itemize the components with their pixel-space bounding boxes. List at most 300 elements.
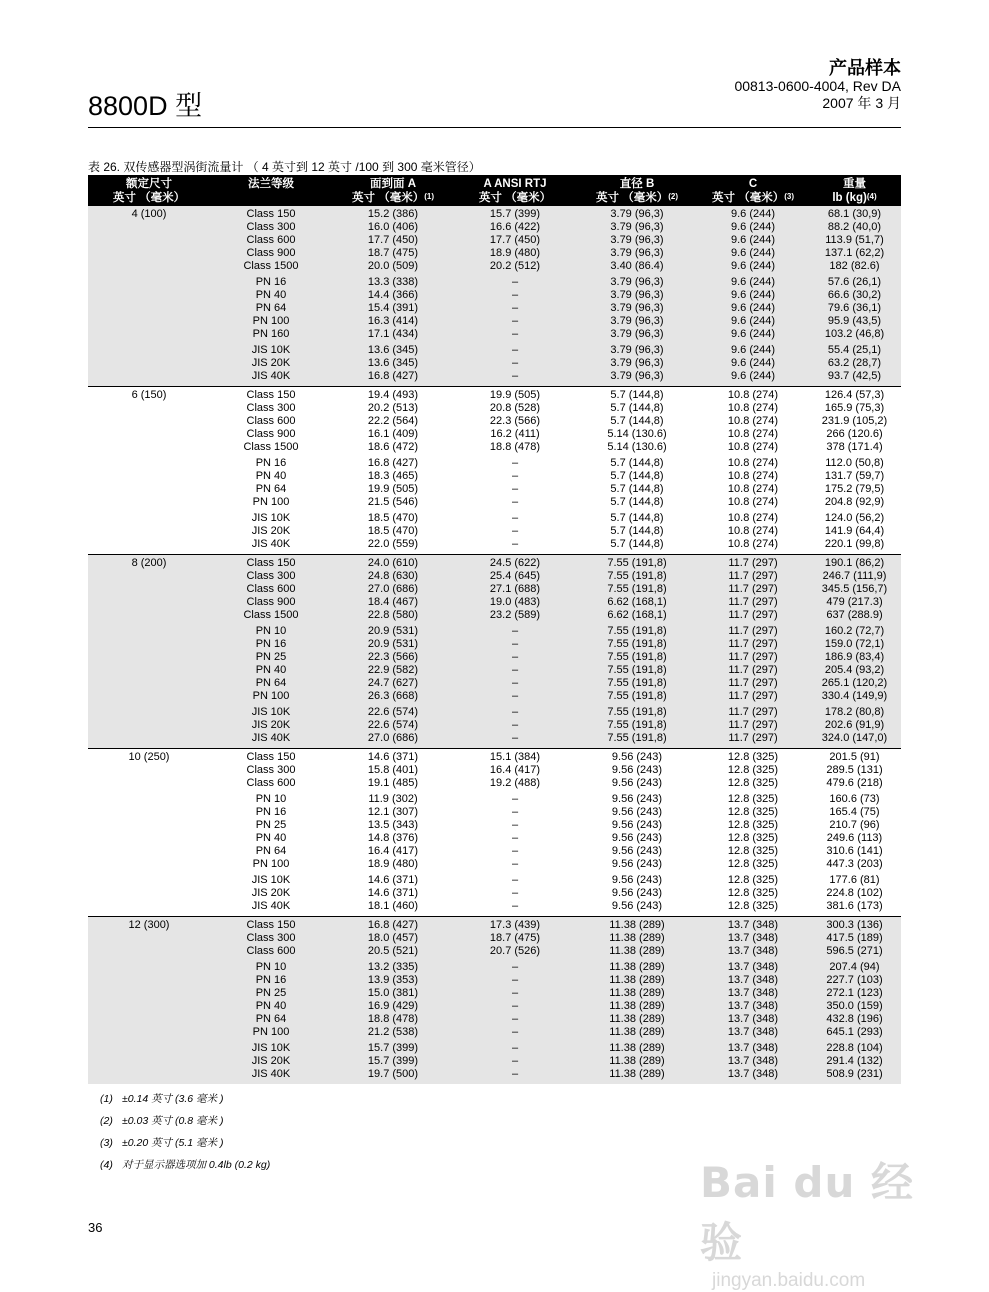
weight-value: 113.9 (51,7) [825, 234, 884, 246]
flange-rating-value: Class 150 [246, 389, 296, 401]
weight-value: 228.8 (104) [826, 1042, 883, 1054]
weight-value: 79.6 (36,1) [827, 302, 882, 314]
diameter-b-value: 3.79 (96,3) [610, 208, 664, 220]
diameter-b-value: 3.79 (96,3) [610, 276, 664, 288]
ansi-rtj-value: – [511, 793, 519, 805]
face-to-face-a-value: 15.4 (391) [367, 302, 419, 314]
weight-cell [808, 387, 901, 555]
diameter-b-value: 9.56 (243) [611, 777, 663, 789]
flange-rating-value: JIS 20K [251, 357, 291, 369]
face-to-face-a-value: 22.3 (566) [367, 651, 419, 663]
face-to-face-a-value: 15.8 (401) [367, 764, 419, 776]
face-to-face-a-value: 24.8 (630) [367, 570, 419, 582]
column-header [210, 175, 332, 206]
ansi-rtj-cell [454, 387, 576, 555]
diameter-b-cell [576, 555, 698, 749]
flange-rating-value: JIS 40K [251, 1068, 291, 1080]
ansi-rtj-value: 16.2 (411) [490, 428, 540, 440]
column-header-title: 额定尺寸 [126, 178, 172, 190]
flange-rating-value: Class 300 [246, 221, 296, 233]
face-to-face-a-value: 13.3 (338) [367, 276, 419, 288]
weight-value: 289.5 (131) [826, 764, 883, 776]
size-group-row [88, 749, 901, 917]
flange-rating-value: JIS 40K [251, 900, 291, 912]
flange-rating-value: PN 16 [255, 806, 287, 818]
face-to-face-a-value: 12.1 (307) [367, 806, 419, 818]
ansi-rtj-value: – [511, 651, 519, 663]
diameter-b-value: 7.55 (191,8) [607, 664, 667, 676]
dimension-c-value: 11.7 (297) [728, 570, 778, 582]
flange-rating-value: PN 16 [255, 276, 287, 288]
dimension-c-value: 9.6 (244) [730, 370, 776, 382]
weight-value: 330.4 (149,9) [821, 690, 888, 702]
dimension-c-value: 10.8 (274) [727, 402, 779, 414]
ansi-rtj-value: 19.2 (488) [489, 777, 541, 789]
face-to-face-a-value: 18.6 (472) [367, 441, 419, 453]
flange-rating-value: PN 40 [255, 470, 287, 482]
ansi-rtj-value: – [511, 819, 519, 831]
footnote-ref: (1) [424, 192, 434, 201]
weight-value: 350.0 (159) [826, 1000, 883, 1012]
diameter-b-value: 5.7 (144,8) [610, 512, 664, 524]
diameter-b-value: 7.55 (191,8) [607, 625, 667, 637]
ansi-rtj-value: 22.3 (566) [489, 415, 541, 427]
flange-rating-value: PN 100 [252, 1026, 290, 1038]
ansi-rtj-value: – [511, 974, 519, 986]
diameter-b-value: 7.55 (191,8) [607, 557, 667, 569]
diameter-b-value: 6.62 (168,1) [607, 609, 667, 621]
flange-rating-value: PN 10 [255, 625, 287, 637]
face-to-face-a-value: 15.2 (386) [367, 208, 419, 220]
face-to-face-a-value: 15.7 (399) [367, 1055, 419, 1067]
dimension-c-value: 12.8 (325) [727, 832, 779, 844]
flange-rating-value: Class 300 [246, 570, 296, 582]
weight-value: 432.8 (196) [826, 1013, 883, 1025]
weight-value: 126.4 (57,3) [824, 389, 885, 401]
weight-value: 596.5 (271) [826, 945, 883, 957]
flange-rating-value: Class 900 [246, 247, 296, 259]
ansi-rtj-value: – [511, 874, 519, 886]
weight-value: 202.6 (91,9) [824, 719, 885, 731]
face-to-face-a-value: 14.8 (376) [367, 832, 419, 844]
ansi-rtj-value: – [511, 806, 519, 818]
weight-value: 291.4 (132) [826, 1055, 883, 1067]
dimension-c-value: 11.7 (297) [728, 557, 778, 569]
weight-value: 88.2 (40,0) [827, 221, 882, 233]
weight-value: 231.9 (105,2) [821, 415, 888, 427]
diameter-b-value: 3.79 (96,3) [610, 357, 664, 369]
dimension-c-value: 11.7 (297) [728, 664, 778, 676]
weight-value: 220.1 (99,8) [824, 538, 885, 550]
ansi-rtj-value: 16.4 (417) [489, 764, 541, 776]
face-to-face-a-value: 16.1 (409) [367, 428, 419, 440]
ansi-rtj-value: 20.2 (512) [489, 260, 541, 272]
face-to-face-a-value: 11.9 (302) [368, 793, 418, 805]
diameter-b-value: 3.79 (96,3) [610, 247, 664, 259]
weight-value: 204.8 (92,9) [824, 496, 885, 508]
flange-rating-value: PN 100 [252, 858, 290, 870]
diameter-b-value: 3.79 (96,3) [610, 328, 664, 340]
ansi-rtj-value: – [511, 1042, 519, 1054]
footnote-number: (1) [100, 1093, 113, 1105]
flange-rating-value: Class 300 [246, 932, 296, 944]
weight-value: 57.6 (26,1) [827, 276, 882, 288]
flange-rating-value: PN 100 [252, 496, 290, 508]
line-size [88, 387, 210, 555]
flange-rating-value: Class 150 [246, 919, 296, 931]
diameter-b-value: 3.79 (96,3) [610, 302, 664, 314]
dimension-c-value: 9.6 (244) [730, 289, 776, 301]
dimension-c-value: 12.8 (325) [727, 845, 779, 857]
ansi-rtj-value: – [511, 887, 519, 899]
ansi-rtj-cell [454, 555, 576, 749]
face-to-face-a-value: 22.2 (564) [367, 415, 419, 427]
dimension-c-value: 9.6 (244) [730, 302, 776, 314]
face-to-face-a-value: 18.3 (465) [367, 470, 419, 482]
ansi-rtj-value: – [511, 719, 519, 731]
flange-rating-value: Class 1500 [243, 260, 299, 272]
ansi-rtj-value: – [511, 638, 519, 650]
line-size-value: 6 (150) [131, 389, 167, 401]
face-to-face-a-value: 14.6 (371) [367, 887, 419, 899]
diameter-b-value: 7.55 (191,8) [607, 583, 667, 595]
weight-value: 272.1 (123) [826, 987, 883, 999]
diameter-b-value: 3.79 (96,3) [610, 315, 664, 327]
weight-value: 227.7 (103) [826, 974, 883, 986]
diameter-b-value: 5.14 (130.6) [607, 441, 667, 453]
ansi-rtj-value: – [511, 328, 519, 340]
face-to-face-a-value: 16.9 (429) [367, 1000, 419, 1012]
face-to-face-a-value: 18.5 (470) [367, 512, 419, 524]
dimension-c-cell [698, 206, 808, 387]
weight-value: 447.3 (203) [826, 858, 883, 870]
weight-value: 201.5 (91) [829, 751, 880, 763]
flange-rating-value: PN 64 [255, 677, 287, 689]
dimension-c-value: 12.8 (325) [727, 806, 779, 818]
ansi-rtj-value: – [511, 961, 519, 973]
flange-rating-value: PN 16 [255, 638, 287, 650]
face-to-face-a-value: 27.0 (686) [367, 732, 419, 744]
ansi-rtj-value: – [511, 1026, 519, 1038]
diameter-b-value: 11.38 (289) [609, 1068, 665, 1080]
weight-value: 112.0 (50,8) [825, 457, 884, 469]
footnote [100, 1154, 270, 1176]
column-header-unit: 英寸 （毫米）$^{(3)}$ [712, 192, 794, 204]
dimension-c-value: 10.8 (274) [727, 428, 779, 440]
face-to-face-a-value: 27.0 (686) [367, 583, 419, 595]
dimension-c-cell [698, 917, 808, 1085]
weight-value: 137.1 (62,2) [824, 247, 885, 259]
dimension-c-value: 9.6 (244) [730, 315, 776, 327]
line-size-value: 12 (300) [128, 919, 170, 931]
ansi-rtj-value: 17.3 (439) [489, 919, 541, 931]
weight-value: 310.6 (141) [826, 845, 883, 857]
flange-rating-value: Class 600 [246, 945, 296, 957]
ansi-rtj-value: – [511, 289, 519, 301]
flange-rating-value: JIS 20K [251, 525, 291, 537]
diameter-b-value: 3.79 (96,3) [610, 344, 664, 356]
weight-value: 159.0 (72,1) [824, 638, 885, 650]
column-header [454, 175, 576, 206]
diameter-b-value: 9.56 (243) [611, 887, 663, 899]
flange-rating-value: Class 300 [246, 764, 296, 776]
ansi-rtj-value: – [511, 858, 519, 870]
face-to-face-a-value: 13.5 (343) [367, 819, 419, 831]
line-size-value: 8 (200) [131, 557, 167, 569]
diameter-b-value: 11.38 (289) [609, 961, 665, 973]
flange-rating-value: Class 600 [246, 415, 296, 427]
line-size [88, 206, 210, 387]
face-to-face-a-value: 17.7 (450) [367, 234, 419, 246]
dimension-c-value: 12.8 (325) [727, 900, 779, 912]
column-header [698, 175, 808, 206]
footnote [100, 1132, 270, 1154]
ansi-rtj-value: – [511, 302, 519, 314]
diameter-b-value: 5.14 (130.6) [607, 428, 667, 440]
diameter-b-value: 9.56 (243) [611, 764, 663, 776]
diameter-b-cell [576, 749, 698, 917]
ansi-rtj-cell [454, 917, 576, 1085]
diameter-b-value: 9.56 (243) [611, 819, 663, 831]
ansi-rtj-value: 20.7 (526) [489, 945, 541, 957]
column-header-title: A ANSI RTJ [483, 178, 547, 190]
diameter-b-value: 5.7 (144,8) [610, 525, 664, 537]
watermark [700, 1150, 920, 1291]
flange-rating-value: PN 16 [255, 974, 287, 986]
column-header [576, 175, 698, 206]
ansi-rtj-value: – [511, 1000, 519, 1012]
dimension-c-value: 13.7 (348) [727, 1042, 779, 1054]
flange-rating-value: PN 25 [255, 819, 287, 831]
diameter-b-value: 11.38 (289) [609, 1042, 665, 1054]
column-header-unit: 英寸 （毫米）$^{(1)}$ [352, 192, 434, 204]
weight-value: 190.1 (86,2) [824, 557, 885, 569]
diameter-b-cell [576, 917, 698, 1085]
dimension-c-cell [698, 555, 808, 749]
diameter-b-value: 7.55 (191,8) [607, 732, 667, 744]
weight-value: 207.4 (94) [829, 961, 880, 973]
dimension-c-value: 11.7 (297) [728, 609, 778, 621]
weight-cell [808, 206, 901, 387]
flange-rating-value: JIS 20K [251, 719, 291, 731]
weight-value: 95.9 (43,5) [827, 315, 882, 327]
face-to-face-a-value: 16.3 (414) [367, 315, 419, 327]
flange-rating-value: JIS 20K [251, 887, 291, 899]
weight-value: 186.9 (83,4) [824, 651, 885, 663]
flange-rating-value: JIS 10K [251, 512, 291, 524]
diameter-b-value: 5.7 (144,8) [610, 402, 664, 414]
flange-rating-value: Class 600 [246, 583, 296, 595]
face-to-face-a-value: 13.2 (335) [367, 961, 419, 973]
size-group-row [88, 206, 901, 387]
doc-info [734, 58, 901, 112]
footnote-number: (4) [100, 1159, 113, 1171]
dimension-c-value: 12.8 (325) [727, 793, 779, 805]
diameter-b-value: 3.40 (86.4) [610, 260, 664, 272]
column-header-unit: 英寸 （毫米）$^{(2)}$ [596, 192, 678, 204]
doc-type: 产品样本 [829, 58, 901, 78]
face-to-face-a-value: 19.9 (505) [367, 483, 419, 495]
weight-value: 124.0 (56,2) [824, 512, 885, 524]
weight-cell [808, 749, 901, 917]
weight-value: 66.6 (30,2) [827, 289, 882, 301]
weight-value: 93.7 (42,5) [827, 370, 882, 382]
footnote [100, 1110, 270, 1132]
face-to-face-a-value: 18.1 (460) [367, 900, 419, 912]
column-header-title: 面到面 A [370, 178, 416, 190]
flange-rating-value: Class 150 [246, 557, 296, 569]
flange-rating-value: JIS 10K [251, 344, 291, 356]
face-to-face-a-value: 13.6 (345) [367, 344, 419, 356]
diameter-b-value: 3.79 (96,3) [610, 370, 664, 382]
diameter-b-value: 7.55 (191,8) [607, 690, 667, 702]
flange-rating-value: PN 64 [255, 483, 287, 495]
face-to-face-a-cell [332, 206, 454, 387]
weight-value: 637 (288.9) [826, 609, 883, 621]
ansi-rtj-value: – [511, 845, 519, 857]
line-size-value: 4 (100) [131, 208, 167, 220]
weight-value: 103.2 (46,8) [824, 328, 885, 340]
dimension-c-value: 10.8 (274) [727, 415, 779, 427]
dimension-c-value: 12.8 (325) [727, 887, 779, 899]
flange-rating-value: JIS 10K [251, 1042, 291, 1054]
flange-rating-cell [210, 749, 332, 917]
diameter-b-value: 11.38 (289) [609, 974, 665, 986]
footnote-number: (3) [100, 1137, 113, 1149]
flange-rating-value: Class 1500 [243, 441, 299, 453]
weight-value: 175.2 (79,5) [824, 483, 885, 495]
weight-value: 131.7 (59,7) [824, 470, 885, 482]
column-header-title: 重量 [843, 178, 866, 190]
dimension-c-value: 9.6 (244) [730, 276, 776, 288]
diameter-b-value: 7.55 (191,8) [607, 638, 667, 650]
face-to-face-a-value: 15.0 (381) [367, 987, 419, 999]
face-to-face-a-value: 18.5 (470) [367, 525, 419, 537]
weight-value: 160.6 (73) [829, 793, 880, 805]
face-to-face-a-value: 18.0 (457) [367, 932, 419, 944]
diameter-b-value: 7.55 (191,8) [607, 570, 667, 582]
face-to-face-a-cell [332, 555, 454, 749]
diameter-b-value: 9.56 (243) [611, 900, 663, 912]
diameter-b-value: 11.38 (289) [609, 932, 665, 944]
dimension-c-value: 12.8 (325) [727, 819, 779, 831]
flange-rating-cell [210, 917, 332, 1085]
line-size [88, 555, 210, 749]
face-to-face-a-value: 22.6 (574) [367, 706, 419, 718]
line-size [88, 917, 210, 1085]
table-caption: 表 26. 双传感器型涡街流量计 （ 4 英寸到 12 英寸 /100 到 300 毫米管径） [88, 160, 481, 174]
flange-rating-value: Class 900 [246, 596, 296, 608]
ansi-rtj-value: – [511, 344, 519, 356]
dimension-c-value: 10.8 (274) [727, 525, 779, 537]
column-header-title: 直径 B [619, 178, 655, 190]
ansi-rtj-value: – [511, 496, 519, 508]
face-to-face-a-value: 13.9 (353) [367, 974, 419, 986]
flange-rating-value: PN 40 [255, 289, 287, 301]
table-header-row [88, 175, 901, 206]
dimension-c-value: 10.8 (274) [727, 389, 779, 401]
size-group-row [88, 387, 901, 555]
face-to-face-a-value: 16.8 (427) [367, 370, 419, 382]
weight-value: 246.7 (111,9) [822, 570, 887, 582]
face-to-face-a-value: 24.0 (610) [367, 557, 419, 569]
ansi-rtj-value: 23.2 (589) [489, 609, 541, 621]
diameter-b-value: 11.38 (289) [609, 919, 665, 931]
face-to-face-a-value: 24.7 (627) [367, 677, 419, 689]
dimension-c-value: 10.8 (274) [727, 496, 779, 508]
flange-rating-value: PN 64 [255, 845, 287, 857]
diameter-b-value: 7.55 (191,8) [607, 677, 667, 689]
ansi-rtj-value: – [511, 457, 519, 469]
ansi-rtj-value: – [511, 276, 519, 288]
page-number: 36 [88, 1220, 103, 1235]
face-to-face-a-value: 18.7 (475) [367, 247, 419, 259]
flange-rating-value: PN 25 [255, 651, 287, 663]
dimensions-table [88, 175, 901, 1084]
face-to-face-a-value: 20.2 (513) [367, 402, 419, 414]
dimension-c-value: 13.7 (348) [727, 919, 779, 931]
flange-rating-value: Class 150 [246, 208, 296, 220]
face-to-face-a-value: 22.8 (580) [367, 609, 419, 621]
weight-value: 205.4 (93,2) [824, 664, 885, 676]
dimension-c-value: 11.7 (297) [728, 596, 778, 608]
diameter-b-value: 7.55 (191,8) [607, 651, 667, 663]
ansi-rtj-value: – [511, 664, 519, 676]
weight-value: 378 (171.4) [826, 441, 883, 453]
ansi-rtj-value: – [511, 732, 519, 744]
weight-value: 178.2 (80,8) [824, 706, 885, 718]
flange-rating-value: PN 25 [255, 987, 287, 999]
watermark-brand: Bai du 经验 [700, 1158, 914, 1267]
dimension-c-value: 12.8 (325) [727, 858, 779, 870]
weight-value: 177.6 (81) [829, 874, 880, 886]
ansi-rtj-value: – [511, 470, 519, 482]
face-to-face-a-value: 21.5 (546) [367, 496, 419, 508]
dimension-c-value: 11.7 (297) [728, 690, 778, 702]
footnote-text: ±0.20 英寸 (5.1 毫米 ) [122, 1137, 224, 1149]
flange-rating-value: JIS 10K [251, 706, 291, 718]
diameter-b-value: 5.7 (144,8) [610, 483, 664, 495]
product-title: 8800D 型 [88, 91, 203, 121]
flange-rating-value: Class 900 [246, 428, 296, 440]
footnote-number: (2) [100, 1115, 113, 1127]
ansi-rtj-value: 19.0 (483) [489, 596, 541, 608]
dimension-c-value: 11.7 (297) [728, 719, 778, 731]
diameter-b-value: 11.38 (289) [609, 1055, 665, 1067]
flange-rating-value: PN 64 [255, 302, 287, 314]
face-to-face-a-value: 17.1 (434) [367, 328, 419, 340]
ansi-rtj-value: – [511, 370, 519, 382]
flange-rating-cell [210, 206, 332, 387]
footnote-text: ±0.03 英寸 (0.8 毫米 ) [122, 1115, 224, 1127]
dimension-c-value: 11.7 (297) [728, 706, 778, 718]
dimension-c-value: 9.6 (244) [730, 208, 776, 220]
diameter-b-cell [576, 206, 698, 387]
dimension-c-value: 9.6 (244) [730, 221, 776, 233]
ansi-rtj-value: – [511, 538, 519, 550]
flange-rating-value: Class 150 [246, 751, 296, 763]
flange-rating-value: PN 100 [252, 315, 290, 327]
flange-rating-value: JIS 40K [251, 370, 291, 382]
dimension-c-value: 10.8 (274) [727, 470, 779, 482]
ansi-rtj-value: – [511, 315, 519, 327]
column-header-unit: 英寸 （毫米） [112, 192, 186, 204]
flange-rating-cell [210, 387, 332, 555]
weight-cell [808, 917, 901, 1085]
ansi-rtj-value: – [511, 987, 519, 999]
weight-value: 265.1 (120,2) [821, 677, 888, 689]
dimension-c-value: 11.7 (297) [728, 651, 778, 663]
